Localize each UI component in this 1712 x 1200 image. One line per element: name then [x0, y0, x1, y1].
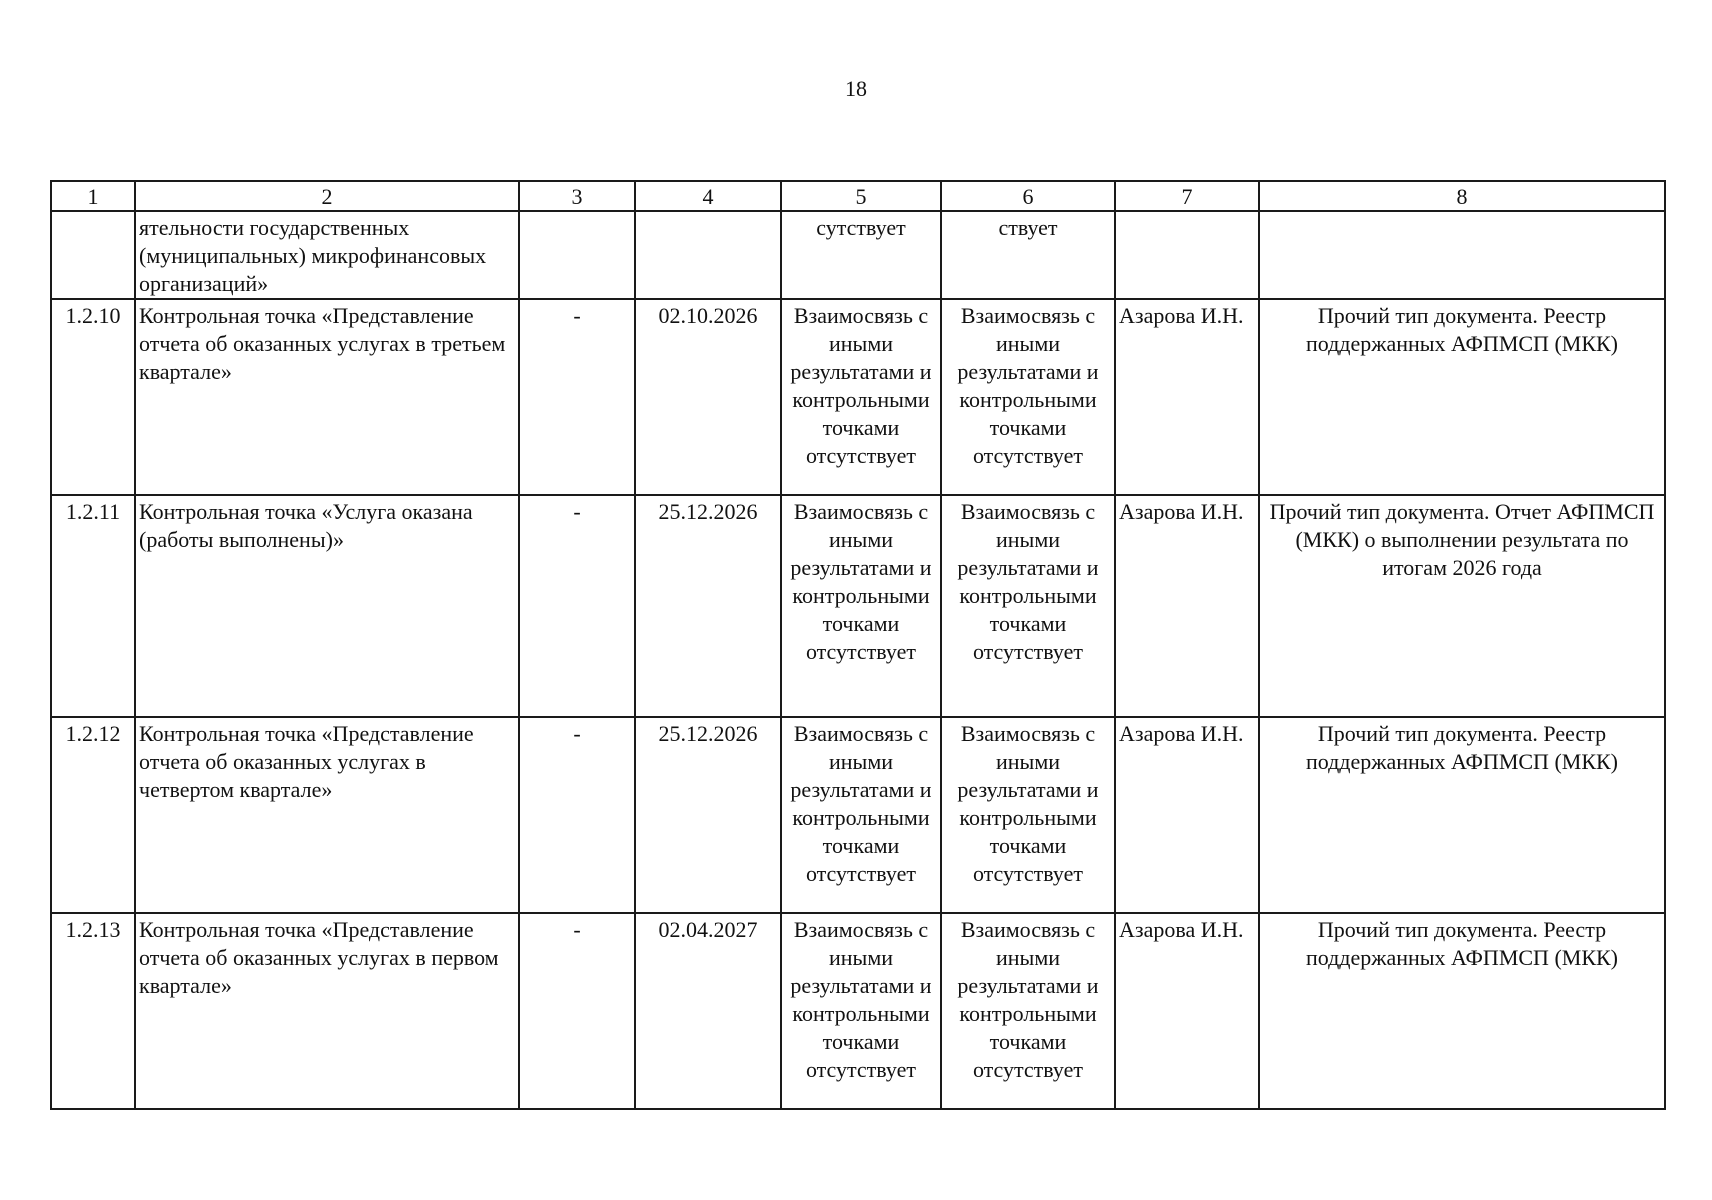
row-link-results: Взаимосвязь с иными результатами и контрольными точками отсутствует	[781, 299, 941, 495]
table-row	[51, 495, 1665, 717]
row-date: 25.12.2026	[635, 495, 781, 717]
row-number: 1.2.13	[51, 913, 135, 1109]
row-link-other: Взаимосвязь с иными результатами и контрольными точками отсутствует	[941, 913, 1115, 1109]
row-prev: -	[519, 299, 635, 495]
table-row-continuation	[51, 211, 1665, 299]
row-link-results: Взаимосвязь с иными результатами и контрольными точками отсутствует	[781, 717, 941, 913]
row-link-other: Взаимосвязь с иными результатами и контрольными точками отсутствует	[941, 717, 1115, 913]
table-row	[51, 913, 1665, 1109]
row-responsible	[1115, 211, 1259, 299]
row-prev: -	[519, 913, 635, 1109]
row-document: Прочий тип документа. Реестр поддержанных АФПМСП (МКК)	[1259, 717, 1665, 913]
row-document	[1259, 211, 1665, 299]
row-name: Контрольная точка «Услуга оказана (работы выполнены)»	[135, 495, 519, 717]
control-points-table	[50, 180, 1666, 1110]
row-document: Прочий тип документа. Реестр поддержанных АФПМСП (МКК)	[1259, 299, 1665, 495]
row-date: 25.12.2026	[635, 717, 781, 913]
header-cell: 8	[1259, 181, 1665, 211]
header-cell: 5	[781, 181, 941, 211]
row-name: Контрольная точка «Представление отчета об оказанных услугах в четвертом квартале»	[135, 717, 519, 913]
row-link-results: сутствует	[781, 211, 941, 299]
row-prev: -	[519, 495, 635, 717]
row-number	[51, 211, 135, 299]
row-link-results: Взаимосвязь с иными результатами и контрольными точками отсутствует	[781, 913, 941, 1109]
row-prev	[519, 211, 635, 299]
table-row	[51, 717, 1665, 913]
row-link-other: Взаимосвязь с иными результатами и контрольными точками отсутствует	[941, 495, 1115, 717]
header-cell: 6	[941, 181, 1115, 211]
row-responsible: Азарова И.Н.	[1115, 717, 1259, 913]
page-number: 18	[845, 76, 867, 101]
header-cell: 7	[1115, 181, 1259, 211]
row-link-other: ствует	[941, 211, 1115, 299]
row-number: 1.2.11	[51, 495, 135, 717]
row-date	[635, 211, 781, 299]
header-cell: 1	[51, 181, 135, 211]
row-name: Контрольная точка «Представление отчета об оказанных услугах в первом квартале»	[135, 913, 519, 1109]
header-cell: 4	[635, 181, 781, 211]
row-link-results: Взаимосвязь с иными результатами и контрольными точками отсутствует	[781, 495, 941, 717]
row-date: 02.10.2026	[635, 299, 781, 495]
header-cell: 3	[519, 181, 635, 211]
table-row	[51, 299, 1665, 495]
row-link-other: Взаимосвязь с иными результатами и контрольными точками отсутствует	[941, 299, 1115, 495]
row-number: 1.2.12	[51, 717, 135, 913]
row-document: Прочий тип документа. Отчет АФПМСП (МКК) о выполнении результата по итогам 2026 года	[1259, 495, 1665, 717]
table-header-row	[51, 181, 1665, 211]
row-responsible: Азарова И.Н.	[1115, 913, 1259, 1109]
header-cell: 2	[135, 181, 519, 211]
row-number: 1.2.10	[51, 299, 135, 495]
row-responsible: Азарова И.Н.	[1115, 495, 1259, 717]
row-name: Контрольная точка «Представление отчета об оказанных услугах в третьем квартале»	[135, 299, 519, 495]
row-responsible: Азарова И.Н.	[1115, 299, 1259, 495]
row-prev: -	[519, 717, 635, 913]
row-date: 02.04.2027	[635, 913, 781, 1109]
row-name: ятельности государственных (муниципальных) микрофинансовых организаций»	[135, 211, 519, 299]
row-document: Прочий тип документа. Реестр поддержанных АФПМСП (МКК)	[1259, 913, 1665, 1109]
